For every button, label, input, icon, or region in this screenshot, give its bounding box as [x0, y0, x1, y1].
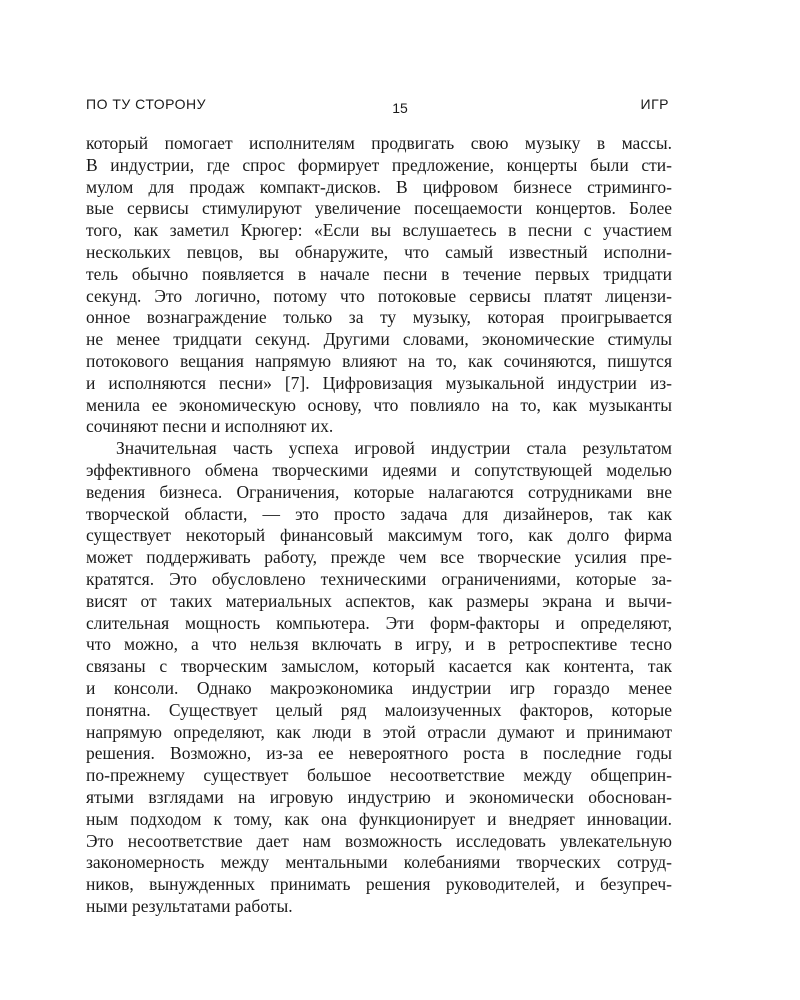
- running-head-left: ПО ТУ СТОРОНУ: [86, 96, 207, 112]
- text-line: висят от таких материальных аспектов, как размеры экрана и вычи-: [86, 590, 672, 611]
- text-line: и консоли. Однако макроэкономика индустрии игр гораздо менее: [86, 677, 672, 698]
- text-line: напрямую определяют, как люди в этой отрасли думают и принимают: [86, 721, 672, 742]
- text-line: кратятся. Это обусловлено техническими ограничениями, которые за-: [86, 568, 672, 589]
- text-line: который помогает исполнителям продвигать свою музыку в массы.: [86, 133, 672, 153]
- text-line: закономерность между ментальными колебаниями творческих сотруд-: [86, 852, 672, 873]
- text-line: эффективного обмена творческими идеями и сопутствующей моделью: [86, 459, 672, 480]
- text-line: потокового вещания напрямую влияют на то, как сочиняются, пишутся: [86, 350, 672, 371]
- text-line: не менее тридцати секунд. Другими словами, экономические стимулы: [86, 329, 672, 350]
- text-line: существует некоторый финансовый максимум того, как долго фирма: [86, 525, 672, 546]
- text-line: ников, вынужденных принимать решения руководителей, и безупреч-: [86, 874, 672, 895]
- text-line: менила ее экономическую основу, что повлияло на то, как музыканты: [86, 394, 672, 415]
- text-line: и исполняются песни» [7]. Цифровизация музыкальной индустрии из-: [86, 372, 672, 393]
- text-line: Это несоответствие дает нам возможность исследовать увлекательную: [86, 830, 672, 851]
- text-line: слительная мощность компьютера. Эти форм-факторы и определяют,: [86, 612, 672, 633]
- running-head-right: ИГР: [640, 96, 669, 112]
- text-line: тель обычно появляется в начале песни в течение первых тридцати: [86, 263, 672, 284]
- text-line: секунд. Это логично, потому что потоковые сервисы платят лицензи-: [86, 285, 672, 306]
- text-line: вые сервисы стимулируют увеличение посещаемости концертов. Более: [86, 198, 672, 219]
- text-line: понятна. Существует целый ряд малоизученных факторов, которые: [86, 699, 672, 720]
- text-line: по-прежнему существует большое несоответствие между общеприн-: [86, 765, 672, 786]
- text-line: ятыми взглядами на игровую индустрию и экономически обоснован-: [86, 786, 672, 807]
- text-line: сочиняют песни и исполняют их.: [86, 416, 334, 437]
- text-line: нескольких певцов, вы обнаружите, что самый известный исполни-: [86, 241, 672, 262]
- text-line: Значительная часть успеха игровой индустрии стала результатом: [116, 438, 672, 459]
- text-line: творческой области, — это просто задача для дизайнеров, так как: [86, 503, 672, 524]
- text-line: ными результатами работы.: [86, 895, 293, 916]
- text-line: мулом для продаж компакт-дисков. В цифровом бизнесе стриминго-: [86, 176, 672, 197]
- text-line: того, как заметил Крюгер: «Если вы вслушаетесь в песни с участием: [86, 220, 672, 241]
- text-line: В индустрии, где спрос формирует предложение, концерты были сти-: [86, 154, 672, 175]
- text-line: ным подходом к тому, как она функционирует и внедряет инновации.: [86, 808, 672, 829]
- text-line: что можно, а что нельзя включать в игру, и в ретроспективе тесно: [86, 634, 672, 655]
- text-line: ведения бизнеса. Ограничения, которые налагаются сотрудниками вне: [86, 481, 672, 502]
- body-text: [86, 133, 672, 918]
- text-line: решения. Возможно, из-за ее невероятного роста в последние годы: [86, 743, 672, 764]
- text-line: может поддерживать работу, прежде чем все творческие усилия пре-: [86, 547, 672, 568]
- page-number: 15: [392, 100, 408, 116]
- text-line: связаны с творческим замыслом, который касается как контента, так: [86, 656, 672, 677]
- text-line: онное вознаграждение только за ту музыку, которая проигрывается: [86, 307, 672, 328]
